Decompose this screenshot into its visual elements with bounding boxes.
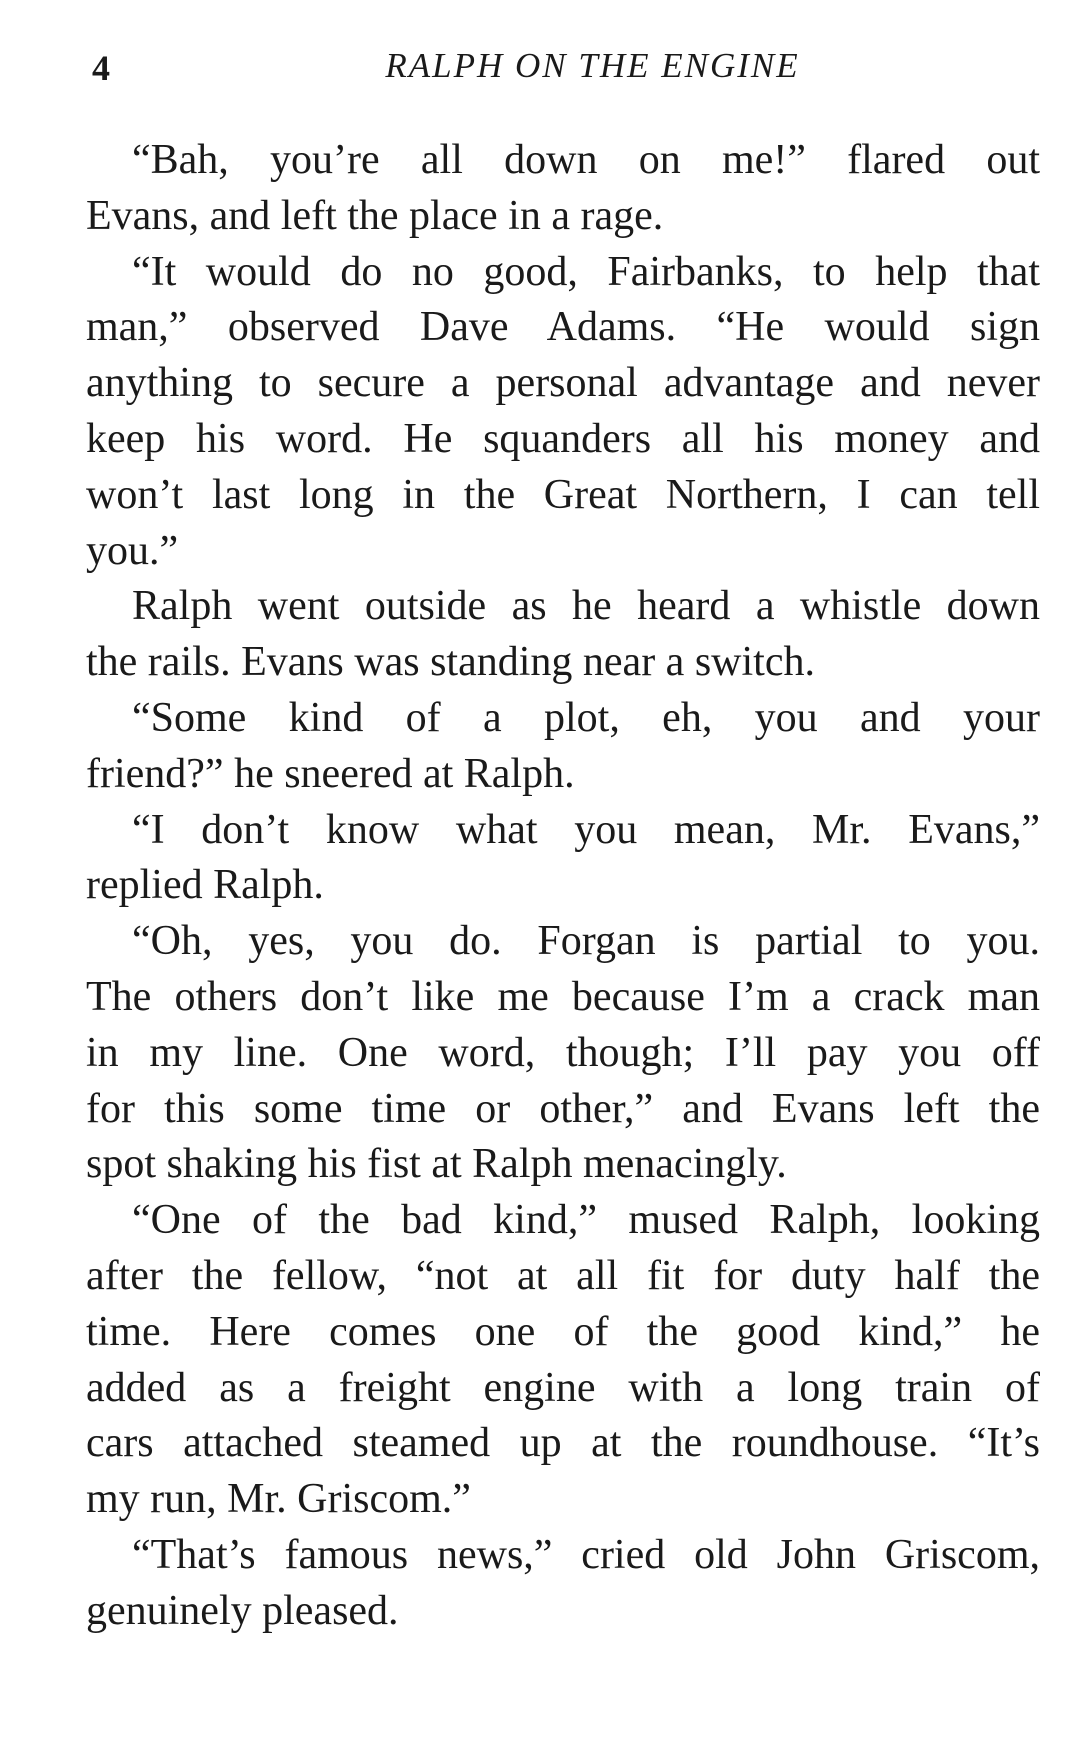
text-line: man,” observed Dave Adams. “He would sign [86,304,1040,351]
page-number: 4 [92,48,110,88]
page-header [86,40,1039,100]
text-line: “It would do no good, Fairbanks, to help that [132,248,1040,295]
paragraph [86,579,1040,691]
body-text [86,133,1040,1640]
paragraph [86,1193,1040,1528]
text-line: “That’s famous news,” cried old John Griscom, [132,1531,1040,1578]
text-line: genuinely pleased. [86,1587,399,1634]
paragraph [86,133,1040,245]
text-line: anything to secure a personal advantage and never [86,360,1040,407]
text-line: time. Here comes one of the good kind,” he [86,1308,1040,1355]
text-line: Evans, and left the place in a rage. [86,192,664,239]
paragraph [86,1528,1040,1640]
paragraph [86,914,1040,1193]
text-line: “Bah, you’re all down on me!” flared out [132,137,1040,183]
text-line: The others don’t like me because I’m a crack man [86,973,1040,1020]
text-line: “I don’t know what you mean, Mr. Evans,” [132,806,1040,853]
text-line: in my line. One word, though; I’ll pay you off [86,1029,1040,1076]
paragraph [86,245,1040,580]
text-line: replied Ralph. [86,862,324,909]
text-line: added as a freight engine with a long train of [86,1364,1040,1411]
text-line: “Some kind of a plot, eh, you and your [132,694,1040,741]
running-title: RALPH ON THE ENGINE [385,46,800,85]
text-line: cars attached steamed up at the roundhouse. “It’s [86,1420,1040,1467]
text-line: after the fellow, “not at all fit for duty half the [86,1252,1040,1299]
text-line: friend?” he sneered at Ralph. [86,750,575,797]
text-line: spot shaking his fist at Ralph menacingly. [86,1141,787,1188]
text-line: keep his word. He squanders all his money and [86,415,1040,462]
paragraph [86,803,1040,915]
text-line: my run, Mr. Griscom.” [86,1476,471,1523]
text-line: Ralph went outside as he heard a whistle down [132,583,1040,630]
text-line: “One of the bad kind,” mused Ralph, looking [132,1197,1040,1244]
text-line: “Oh, yes, you do. Forgan is partial to you. [132,918,1040,965]
text-line: the rails. Evans was standing near a switch. [86,639,815,686]
text-line: for this some time or other,” and Evans left the [86,1085,1040,1132]
paragraph [86,691,1040,803]
text-line: you.” [86,527,179,574]
text-line: won’t last long in the Great Northern, I can tell [86,471,1040,518]
